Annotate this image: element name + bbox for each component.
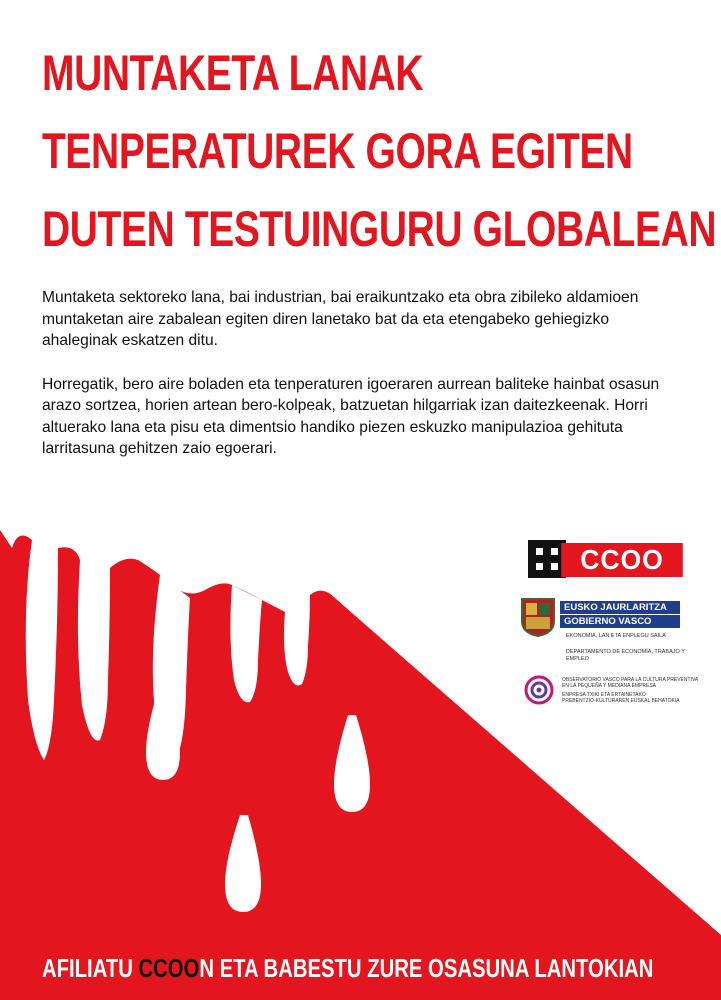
gv-name-es: GOBIERNO VASCO — [560, 615, 680, 628]
headline — [42, 34, 717, 268]
observatorio-name-eu-1: ENPRESA TXIKI ETA ERTAINETAKO — [562, 692, 646, 698]
headline-line-3: DUTEN TESTUINGURU GLOBALEAN — [42, 201, 717, 257]
ccoo-logo — [528, 540, 688, 584]
body-text — [42, 287, 682, 482]
paragraph-1: Muntaketa sektoreko lana, bai industrian, bai eraikuntzako eta obra zibileko aldamioen muntaketan aire zabalean egiten diren lanetako bat da eta etengabeko gehiegizko ahaleginak eskatzen ditu. — [42, 289, 639, 349]
gobierno-vasco-logo — [520, 595, 690, 665]
coat-of-arms-icon — [520, 597, 556, 637]
observatorio-name-es-2: EN LA PEQUEÑA Y MEDIANA EMPRESA — [562, 683, 657, 689]
gv-name-eu: EUSKO JAURLARITZA — [560, 601, 680, 614]
observatorio-logo — [524, 675, 699, 715]
observatorio-name-eu-2: PREBENTZIO-KULTURAREN EUSKAL BEHATOKIA — [562, 698, 680, 704]
gv-department-eu: EKONOMIA, LAN ETA ENPLEGU SAILA — [566, 633, 666, 639]
footer-ccoo: CCOO — [138, 953, 200, 983]
footer-slogan — [42, 951, 653, 985]
ccoo-wordmark: CCOO — [561, 543, 683, 577]
observatorio-emblem-icon — [524, 675, 554, 705]
footer-text-1: AFILIATU — [42, 953, 139, 983]
footer-text-2: N ETA BABESTU ZURE OSASUNA LANTOKIAN — [199, 953, 654, 983]
paragraph-2: Horregatik, bero aire boladen eta tenperaturen igoeraren aurrean baliteke hainbat osasun arazo sortzea, horien artean bero-kolpeak, batzuetan hilgarriak izan daitezkeenak. Horri altuerako lana eta pisu eta dimentsio handiko piezen eskuzko manipulazioa gehituta larritasuna gehitzen zaio egoerari. — [42, 375, 660, 457]
headline-line-1: MUNTAKETA LANAK — [42, 45, 424, 101]
gv-department-es: DEPARTAMENTO DE ECONOMÍA, TRABAJO Y EMPLEO — [566, 649, 685, 662]
observatorio-name-es-1: OBSERVATORIO VASCO PARA LA CULTURA PREVENTIVA — [562, 677, 699, 683]
headline-line-2: TENPERATUREK GORA EGITEN — [42, 123, 633, 179]
